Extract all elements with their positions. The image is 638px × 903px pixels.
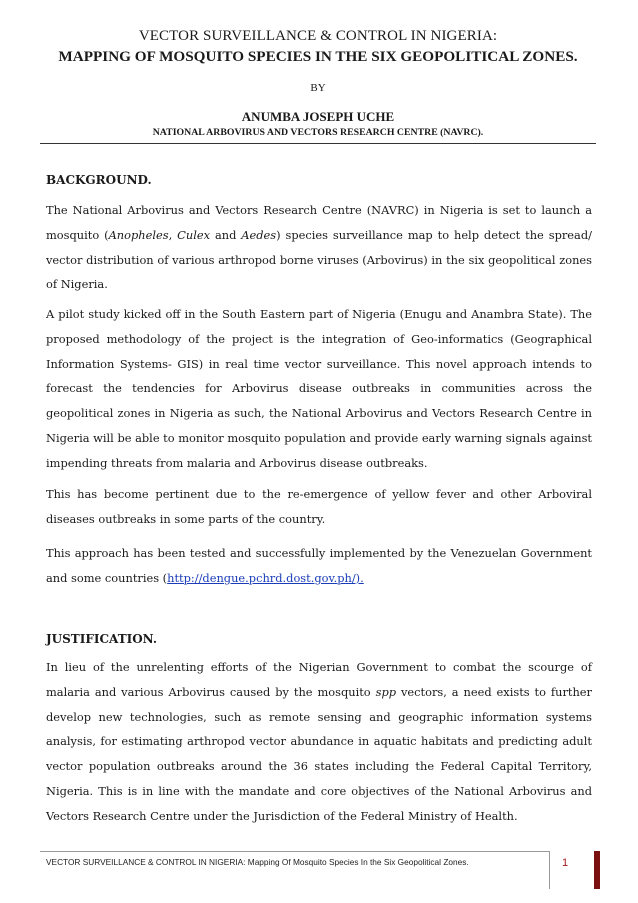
page-number: 1 [561, 857, 569, 869]
dengue-link[interactable]: http://dengue.pchrd.dost.gov.ph/). [167, 570, 364, 585]
justification-paragraph-1 [46, 655, 592, 829]
page-number-box [549, 851, 600, 889]
background-paragraph-3: This has become pertinent due to the re-emergence of yellow fever and other Arboviral diseases outbreaks in some parts of the country. [46, 487, 592, 526]
text-run: , [168, 227, 178, 242]
by-line: BY [310, 82, 326, 94]
species-aedes: Aedes [241, 227, 277, 242]
text-run: In lieu of the unrelenting efforts of the Nigerian Government to combat the scourge of malaria and various Arbovirus caused by the mosquito [46, 660, 592, 699]
page-accent-bar [594, 851, 600, 889]
text-run: ) species surveillance map to help detect the spread/ vector distribution of various arthropod borne viruses (Arbovirus) in the six geopolitical zones of Nigeria. [46, 227, 592, 292]
background-paragraph-1 [46, 198, 592, 297]
text-run: vectors, a need exists to further develop new technologies, such as remote sensing and geographic information systems analysis, for estimating arthropod vector abundance in aquatic habitats and predicting adult vector population outbreaks around the 36 states including the Federal Capital Territory, Nigeria. This is in line with the mandate and core objectives of the National Arbovirus and Vectors Research Centre under the Jurisdiction of the Federal Ministry of Health. [46, 684, 592, 823]
spp-italic: spp [375, 684, 397, 699]
background-paragraph-2: A pilot study kicked off in the South Eastern part of Nigeria (Enugu and Anambra State). The proposed methodology of the project is the integration of Geo-informatics (Geographical Information Systems- GIS) in real time vector surveillance. This novel approach intends to forecast the tendencies for Arbovirus disease outbreaks in communities across the geopolitical zones in Nigeria as such, the National Arbovirus and Vectors Research Centre in Nigeria will be able to monitor mosquito population and provide early warning signals against impending threats from malaria and Arbovirus disease outbreaks. [46, 307, 592, 470]
species-anopheles: Anopheles [108, 227, 169, 242]
background-paragraph-4 [46, 541, 592, 591]
running-footer: VECTOR SURVEILLANCE & CONTROL IN NIGERIA: Mapping Of Mosquito Species In the Six Geopolitical Zones. [46, 857, 469, 867]
footer-divider [40, 851, 596, 852]
title-line-1: VECTOR SURVEILLANCE & CONTROL IN NIGERIA: [138, 28, 498, 44]
text-run: The National Arbovirus and Vectors Research Centre (NAVRC) in Nigeria is set to launch a mosquito ( [46, 203, 592, 242]
author-name: ANUMBA JOSEPH UCHE [241, 109, 395, 124]
text-run: This approach has been tested and successfully implemented by the Venezuelan Government and some countries ( [46, 546, 592, 585]
text-run: and [210, 227, 242, 242]
header-divider [40, 143, 596, 144]
section-heading-background: BACKGROUND. [46, 173, 152, 187]
section-heading-justification: JUSTIFICATION. [46, 632, 158, 646]
species-culex: Culex [177, 227, 211, 242]
author-affiliation: NATIONAL ARBOVIRUS AND VECTORS RESEARCH CENTRE (NAVRC). [152, 127, 484, 138]
title-line-2: MAPPING OF MOSQUITO SPECIES IN THE SIX GEOPOLITICAL ZONES. [58, 48, 578, 65]
